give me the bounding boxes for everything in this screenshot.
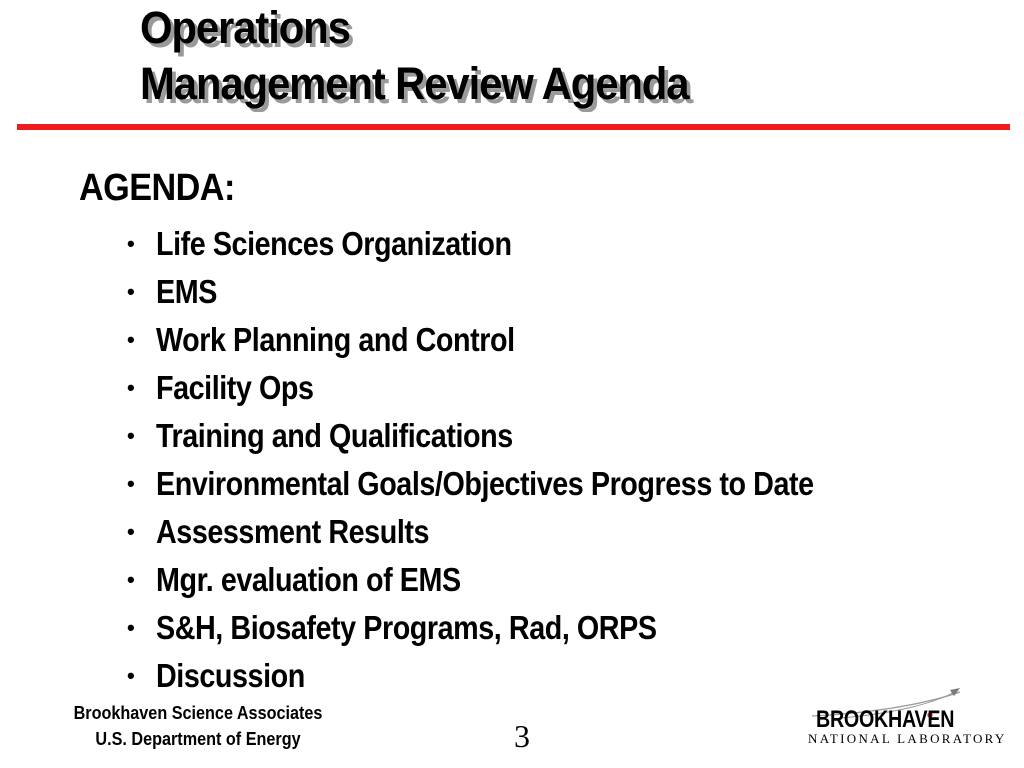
agenda-item-text: Assessment Results <box>156 513 430 550</box>
bullet-icon: • <box>127 327 135 352</box>
bullet-icon: • <box>127 615 135 640</box>
page-number: 3 <box>514 718 530 754</box>
footer-org-line-1: Brookhaven Science Associates <box>73 703 323 723</box>
agenda-item <box>127 652 912 700</box>
logo-subtitle: NATIONAL LABORATORY <box>808 731 1007 746</box>
title-line-2: Management Review Agenda <box>140 58 689 109</box>
agenda-item-text: Work Planning and Control <box>156 321 515 358</box>
bullet-icon: • <box>127 423 135 448</box>
footer-org-line-2: U.S. Department of Energy <box>95 729 301 749</box>
slide-title <box>140 0 884 112</box>
agenda-item <box>127 364 912 412</box>
agenda-item-text: Training and Qualifications <box>156 417 513 454</box>
agenda-item-text: Discussion <box>156 657 305 694</box>
agenda-item <box>127 604 912 652</box>
bullet-icon: • <box>127 375 135 400</box>
agenda-item <box>127 460 912 508</box>
title-line-1: Operations <box>140 2 350 53</box>
brookhaven-logo <box>800 686 1012 758</box>
bullet-icon: • <box>127 519 135 544</box>
agenda-item <box>127 508 912 556</box>
agenda-list <box>127 220 912 700</box>
agenda-item <box>127 220 912 268</box>
agenda-item-text: Environmental Goals/Objectives Progress to Date <box>156 465 814 502</box>
agenda-item <box>127 268 912 316</box>
footer-organization <box>54 700 342 752</box>
bullet-icon: • <box>127 471 135 496</box>
agenda-item <box>127 412 912 460</box>
agenda-item <box>127 556 912 604</box>
title-divider <box>17 124 1010 130</box>
agenda-item-text: Life Sciences Organization <box>156 225 512 262</box>
agenda-item-text: S&H, Biosafety Programs, Rad, ORPS <box>156 609 657 646</box>
bullet-icon: • <box>127 663 135 688</box>
agenda-item-text: Facility Ops <box>156 369 314 406</box>
agenda-item <box>127 316 912 364</box>
logo-wordmark: BROOKHAVEN <box>816 706 955 733</box>
bullet-icon: • <box>127 279 135 304</box>
bullet-icon: • <box>127 567 135 592</box>
bullet-icon: • <box>127 231 135 256</box>
agenda-item-text: EMS <box>156 273 217 310</box>
agenda-heading: AGENDA: <box>79 167 235 209</box>
agenda-item-text: Mgr. evaluation of EMS <box>156 561 461 598</box>
